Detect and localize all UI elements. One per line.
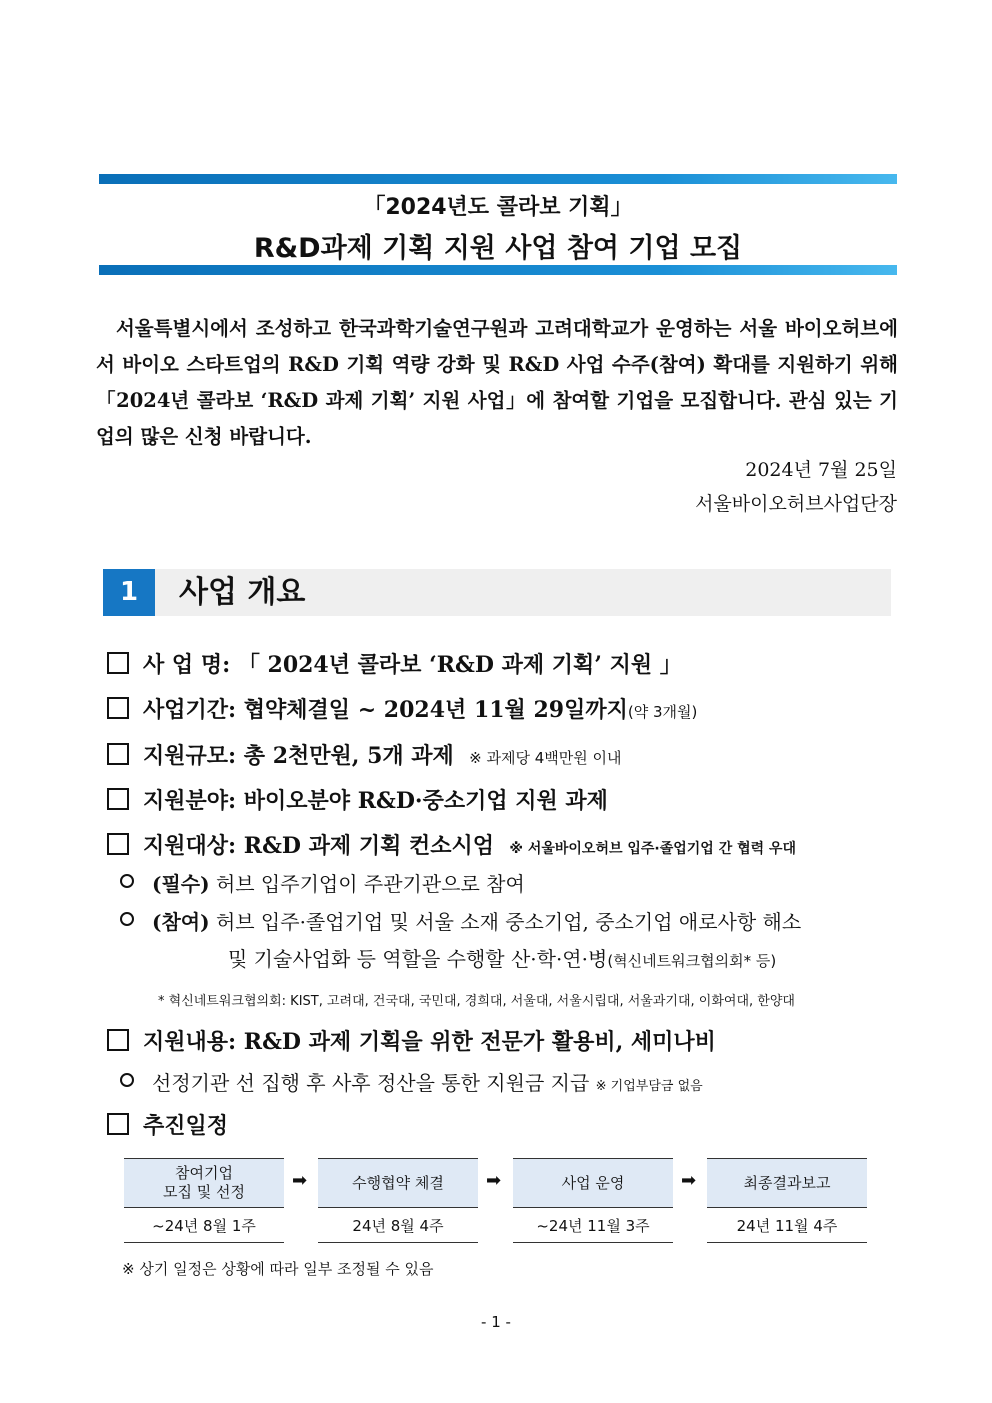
item-scale-note: ※ 과제당 4백만원 이내 [469,749,622,767]
item-schedule-text: 추진일정 [143,1113,229,1139]
arrow-right-icon: ➡ [486,1170,502,1191]
item-target-note: ※ 서울바이오허브 입주·졸업기업 간 협력 우대 [509,841,797,857]
stage-line-1: 참여기업 [175,1164,233,1182]
stage-title: 사업 운영 [513,1158,673,1208]
item-field [107,784,608,815]
checkbox-icon [107,788,129,810]
checkbox-icon [107,743,129,765]
bullet-circle-icon [120,912,134,926]
item-scale [107,739,621,770]
schedule-stage-2 [318,1158,478,1243]
page-number: - 1 - [481,1313,511,1331]
item-period [107,693,697,724]
schedule-note: ※ 상기 일정은 상황에 따라 일부 조정될 수 있음 [122,1260,434,1278]
join-label: (참여) [152,910,210,934]
intro-text: 서울특별시에서 조성하고 한국과학기술연구원과 고려대학교가 운영하는 서울 바이오허브에서 바이오 스타트업의 R&D 기획 역량 강화 및 R&D 사업 수주(참여) 확대를 지원하기 위해 「2024년 콜라보 ‘R&D 과제 기획’ 지원 사업」에 참여할 기업을 모집합니다. 관심 있는 기업의 많은 신청 바랍니다. [96,317,898,448]
header-bottom-bar [99,265,897,275]
item-period-text: 사업기간: 협약체결일 ~ 2024년 11월 29일까지 [143,697,628,723]
item-name-text: 사 업 명: 「 2024년 콜라보 ‘R&D 과제 기획’ 지원 」 [143,652,682,678]
announcement-date: 2024년 7월 25일 [745,459,897,481]
section-title: 사업 개요 [179,575,306,610]
sub-required [120,868,525,897]
join-note: (혁신네트워크협의회* 등) [607,952,777,970]
item-field-text: 지원분야: 바이오분야 R&D·중소기업 지원 과제 [143,788,608,814]
arrow-right-icon: ➡ [681,1170,697,1191]
checkbox-icon [107,833,129,855]
bullet-circle-icon [120,1073,134,1087]
intro-paragraph [96,311,898,455]
signer: 서울바이오허브사업단장 [695,493,897,515]
arrow-right-icon: ➡ [292,1170,308,1191]
stage-title: 최종결과보고 [707,1158,867,1208]
checkbox-icon [107,652,129,674]
stage-when: 24년 8월 4주 [318,1208,478,1243]
page-title: R&D과제 기획 지원 사업 참여 기업 모집 [253,233,743,264]
bullet-circle-icon [120,874,134,888]
sub-join [120,906,801,935]
sub-join-cont [228,943,776,972]
checkbox-icon [107,1113,129,1135]
schedule-stage-4 [707,1158,867,1243]
stage-title [124,1158,284,1208]
item-target [107,829,796,860]
item-scale-text: 지원규모: 총 2천만원, 5개 과제 [143,743,454,769]
content-note: ※ 기업부담금 없음 [595,1079,703,1094]
checkbox-icon [107,1029,129,1051]
content-sub-text: 선정기관 선 집행 후 사후 정산을 통한 지원금 지급 [152,1071,590,1095]
item-target-text: 지원대상: R&D 과제 기획 컨소시엄 [143,833,495,859]
stage-line-2: 모집 및 선정 [163,1183,245,1201]
item-content [107,1025,716,1056]
stage-when: 24년 11월 4주 [707,1208,867,1243]
required-text: 허브 입주기업이 주관기관으로 참여 [215,872,525,896]
schedule-stage-3 [513,1158,673,1243]
section-header [103,569,891,616]
section-number: 1 [103,569,155,616]
stage-when: ~24년 8월 1주 [124,1208,284,1243]
schedule-stage-1 [124,1158,284,1243]
required-label: (필수) [152,872,210,896]
stage-title: 수행협약 체결 [318,1158,478,1208]
item-content-text: 지원내용: R&D 과제 기획을 위한 전문가 활용비, 세미나비 [143,1029,716,1055]
checkbox-icon [107,697,129,719]
header-subtitle: 「2024년도 콜라보 기획」 [363,195,633,220]
join-text-2: 및 기술사업화 등 역할을 수행할 산·학·연·병 [228,947,608,971]
sub-content [120,1067,703,1096]
item-schedule [107,1109,228,1140]
item-name [107,648,682,679]
header-top-bar [99,174,897,184]
footnote: * 혁신네트워크협의회: KIST, 고려대, 건국대, 국민대, 경희대, 서울대, 서울시립대, 서울과기대, 이화여대, 한양대 [158,994,795,1009]
item-period-note: (약 3개월) [627,703,698,721]
stage-when: ~24년 11월 3주 [513,1208,673,1243]
join-text-1: 허브 입주·졸업기업 및 서울 소재 중소기업, 중소기업 애로사항 해소 [215,910,802,934]
